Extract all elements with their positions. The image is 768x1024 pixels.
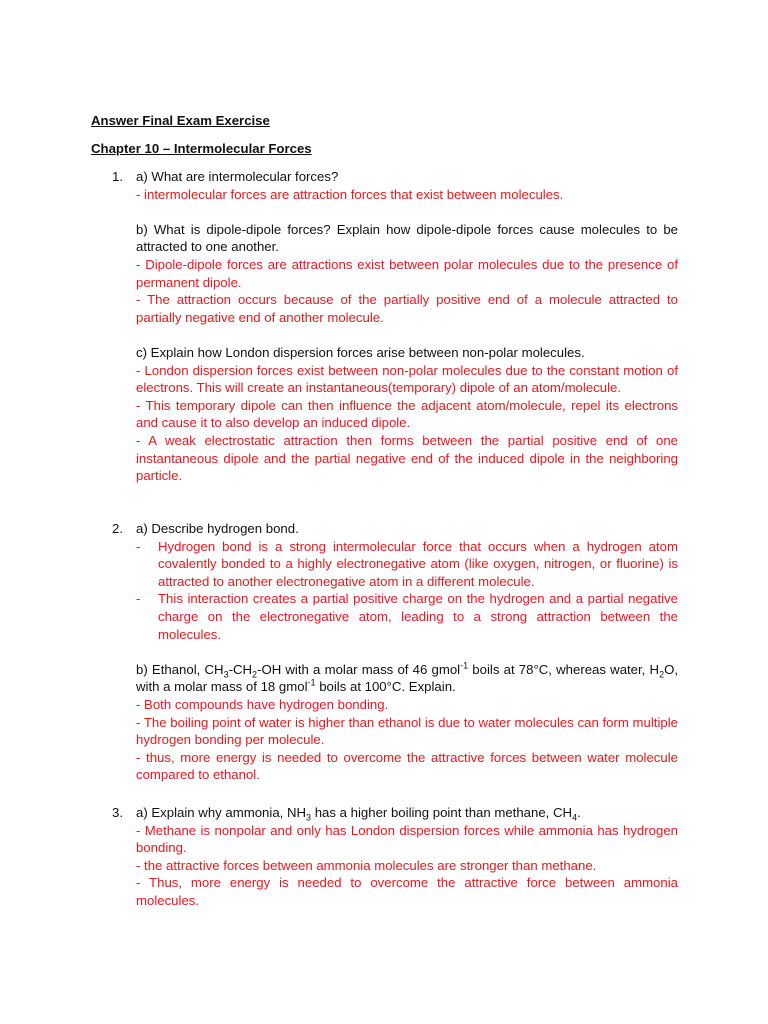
question-1c: c) Explain how London dispersion forces arise between non-polar molecules. <box>136 344 585 360</box>
answer-1a: - intermolecular forces are attraction forces that exist between molecules. <box>136 186 564 202</box>
dash-bullet: - <box>136 591 141 607</box>
question-1a: a) What are intermolecular forces? <box>136 169 339 184</box>
answer-1b-1: - Dipole-dipole forces are attractions exist between polar molecules due to the presence of permanent dipole. <box>136 256 678 290</box>
answer-2a-1: - Hydrogen bond is a strong intermolecular force that occurs when a hydrogen atom covalently bonded to a highly electronegative atom (like oxygen, nitrogen, or fluorine) is attracted to another electronegative atom in a different molecule. <box>136 538 678 589</box>
answer-2b-1: - Both compounds have hydrogen bonding. <box>136 696 389 712</box>
chapter-title: Chapter 10 – Intermolecular Forces <box>91 141 312 156</box>
answer-3a-1: - Methane is nonpolar and only has London dispersion forces while ammonia has hydrogen bonding. <box>136 822 678 856</box>
answer-1c-3: - A weak electrostatic attraction then forms between the partial positive end of one instantaneous dipole and the partial negative end of the induced dipole in the neighboring particle. <box>136 432 678 484</box>
answer-2b-2: - The boiling point of water is higher than ethanol is due to water molecules can form multiple hydrogen bonding per molecule. <box>136 714 678 748</box>
answer-1b-2: - The attraction occurs because of the partially positive end of a molecule attracted to partially negative end of another molecule. <box>136 292 678 325</box>
document-title: Answer Final Exam Exercise <box>91 113 270 128</box>
answer-1c-2: - This temporary dipole can then influence the adjacent atom/molecule, repel its electrons and cause it to also develop an induced dipole. <box>136 397 678 431</box>
question-body <box>136 804 678 910</box>
question-number: 3. <box>112 805 123 820</box>
question-body <box>136 168 678 485</box>
dash-bullet: - <box>136 538 141 554</box>
question-2b: b) Ethanol, $CH_3-CH_2-OH$ with a molar mass of 46 gmol$^{-1}$ boils at 78°C, whereas water, $H_2O$, with a molar mass of 18 gmol$^{-1}$ boils at 100°C. Explain. <box>136 660 679 695</box>
question-3a: a) Explain why ammonia, $NH_3$ has a higher boiling point than methane, $CH_4$. <box>136 805 581 823</box>
question-number: 2. <box>112 521 123 536</box>
question-number: 1. <box>112 169 123 184</box>
answer-1c-1: - London dispersion forces exist between non-polar molecules due to the constant motion of electrons. This will create an instantaneous(temporary) dipole of an atom/molecule. <box>136 362 678 396</box>
question-1b: b) What is dipole-dipole forces? Explain how dipole-dipole forces cause molecules to be attracted to one another. <box>136 221 678 255</box>
question-2a: a) Describe hydrogen bond. <box>136 521 299 536</box>
answer-3a-3: - Thus, more energy is needed to overcome the attractive force between ammonia molecules. <box>136 875 678 908</box>
answer-3a-2: - the attractive forces between ammonia molecules are stronger than methane. <box>136 857 597 873</box>
answer-2b-3: - thus, more energy is needed to overcome the attractive forces between water molecule compared to ethanol. <box>136 749 678 783</box>
question-body <box>136 520 678 784</box>
answer-2a-2: - This interaction creates a partial positive charge on the hydrogen and a partial negative charge on the electronegative atom, leading to a strong attraction between the molecules. <box>136 591 678 642</box>
